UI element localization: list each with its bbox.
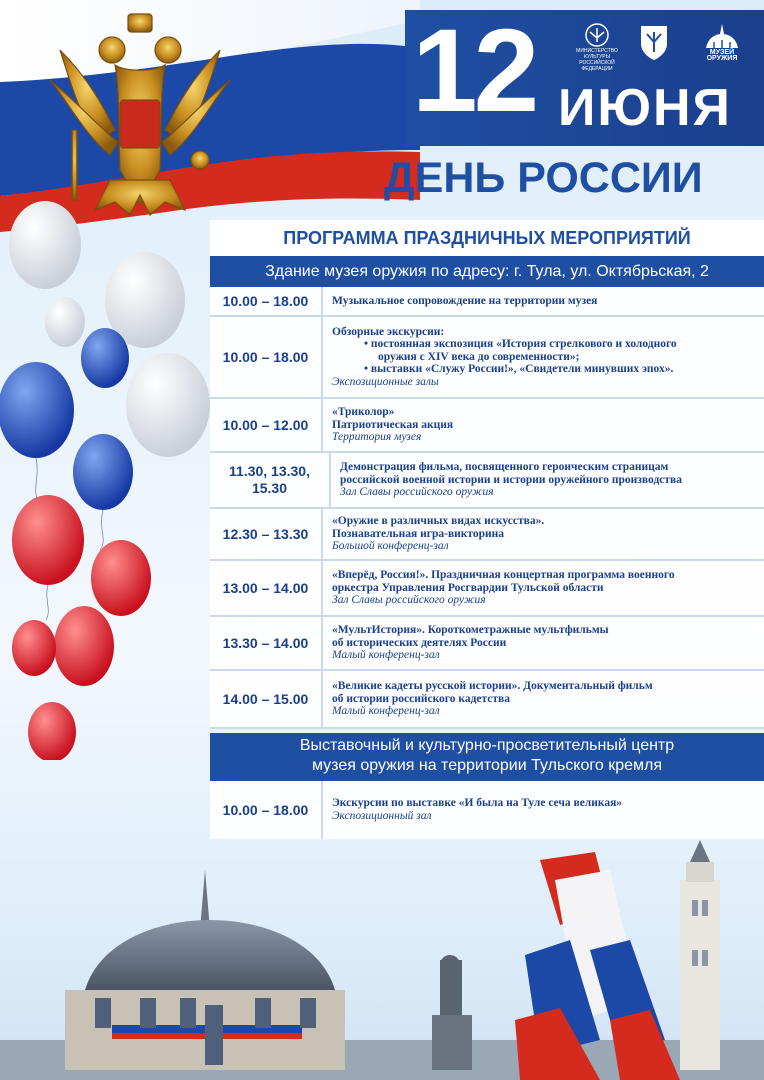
venue-line: Выставочный и культурно-просветительный центр	[299, 737, 675, 754]
event-place: Малый конференц-зал	[332, 705, 440, 718]
event-place: Малый конференц-зал	[332, 649, 440, 662]
event-row	[210, 317, 764, 399]
event-time: 13.30 – 14.00	[210, 617, 323, 669]
event-title: Экскурсии по выставке «И была на Туле сеча великая»	[332, 797, 623, 810]
event-title: об исторических деятелях России	[332, 636, 507, 649]
event-title: Музыкальное сопровождение на территории музея	[332, 294, 598, 307]
holiday-title: ДЕНЬ РОССИИ	[384, 154, 703, 202]
museum-dome-icon	[702, 22, 742, 50]
event-place: Зал Славы российского оружия	[332, 594, 486, 607]
ministry-caption: МИНИСТЕРСТВО КУЛЬТУРЫ РОССИЙСКОЙ ФЕДЕРАЦИИ	[576, 48, 618, 72]
event-row	[210, 671, 764, 729]
event-place: Зал Славы российского оружия	[340, 486, 494, 499]
event-title: «Оружие в различных видах искусства».	[332, 515, 545, 528]
event-description	[323, 295, 605, 308]
event-time: 12.30 – 13.30	[210, 509, 323, 559]
event-description	[323, 569, 683, 607]
event-title: «Вперёд, Россия!». Праздничная концертная программа военного	[332, 569, 675, 582]
event-title: «Великие кадеты русской истории». Документальный фильм	[332, 680, 653, 693]
event-row	[210, 509, 764, 561]
weapons-museum-logo	[699, 22, 745, 62]
event-title: об истории российского кадетства	[332, 692, 510, 705]
venue-heading: Здание музея оружия по адресу: г. Тула, ул. Октябрьская, 2	[210, 256, 764, 287]
event-time: 10.00 – 18.00	[210, 287, 323, 315]
event-title: Обзорные экскурсии:	[332, 325, 445, 338]
event-description	[323, 406, 461, 444]
event-bullet: • выставки «Служу России!», «Свидетели минувших эпох».	[364, 363, 674, 376]
month-label: ИЮНЯ	[558, 79, 732, 137]
event-row	[210, 617, 764, 671]
event-time: 13.00 – 14.00	[210, 561, 323, 615]
event-title: Демонстрация фильма, посвященного героическим страницам	[340, 461, 669, 474]
event-time: 10.00 – 12.00	[210, 399, 323, 451]
event-description	[323, 624, 617, 662]
day-number: 12	[412, 5, 536, 137]
event-title: Познавательная игра-викторина	[332, 527, 505, 540]
event-bullet: • постоянная экспозиция «История стрелкового и холодного	[364, 338, 677, 351]
event-time: 11.30, 13.30, 15.30	[210, 453, 331, 507]
balloon-icon	[0, 200, 215, 760]
event-title: оркестра Управления Росгвардии Тульской области	[332, 581, 604, 594]
museum-caption: МУЗЕЙ ОРУЖИЯ	[706, 49, 738, 62]
event-time: 10.00 – 18.00	[210, 781, 323, 839]
event-place: Экспозиционный зал	[332, 810, 432, 822]
program-title: ПРОГРАММА ПРАЗДНИЧНЫХ МЕРОПРИЯТИЙ	[210, 220, 764, 256]
event-description	[323, 680, 661, 718]
event-description	[323, 326, 685, 389]
shield-emblem-icon	[637, 22, 671, 62]
event-row	[210, 399, 764, 453]
event-place: Территория музея	[332, 431, 422, 444]
events-table-kremlin	[210, 781, 764, 839]
ministry-of-culture-logo	[572, 22, 622, 72]
event-description	[323, 515, 552, 553]
event-title: российской военной истории и истории оружейного производства	[340, 473, 682, 486]
event-bullet: оружия с XIV века до современности»;	[378, 350, 580, 363]
venue-heading-kremlin	[210, 733, 764, 781]
eagle-emblem-icon	[584, 22, 610, 48]
event-title: «Триколор»	[332, 406, 395, 419]
event-row	[210, 781, 764, 839]
event-row	[210, 561, 764, 617]
event-time: 10.00 – 18.00	[210, 317, 323, 397]
event-row	[210, 453, 764, 509]
venue-line: музея оружия на территории Тульского кремля	[311, 757, 662, 774]
event-description	[331, 461, 690, 499]
bottom-scene	[0, 840, 764, 1080]
event-place: Экспозиционные залы	[332, 375, 439, 388]
events-table	[210, 287, 764, 729]
event-place: Большой конференц-зал	[332, 540, 449, 553]
coat-of-arms-icon	[40, 10, 240, 225]
event-row	[210, 287, 764, 317]
event-time: 14.00 – 15.00	[210, 671, 323, 727]
event-title: Патриотическая акция	[332, 418, 454, 431]
emblem-logo	[636, 22, 672, 62]
event-description	[323, 797, 630, 822]
event-title: «МультИстория». Короткометражные мультфильмы	[332, 624, 609, 637]
